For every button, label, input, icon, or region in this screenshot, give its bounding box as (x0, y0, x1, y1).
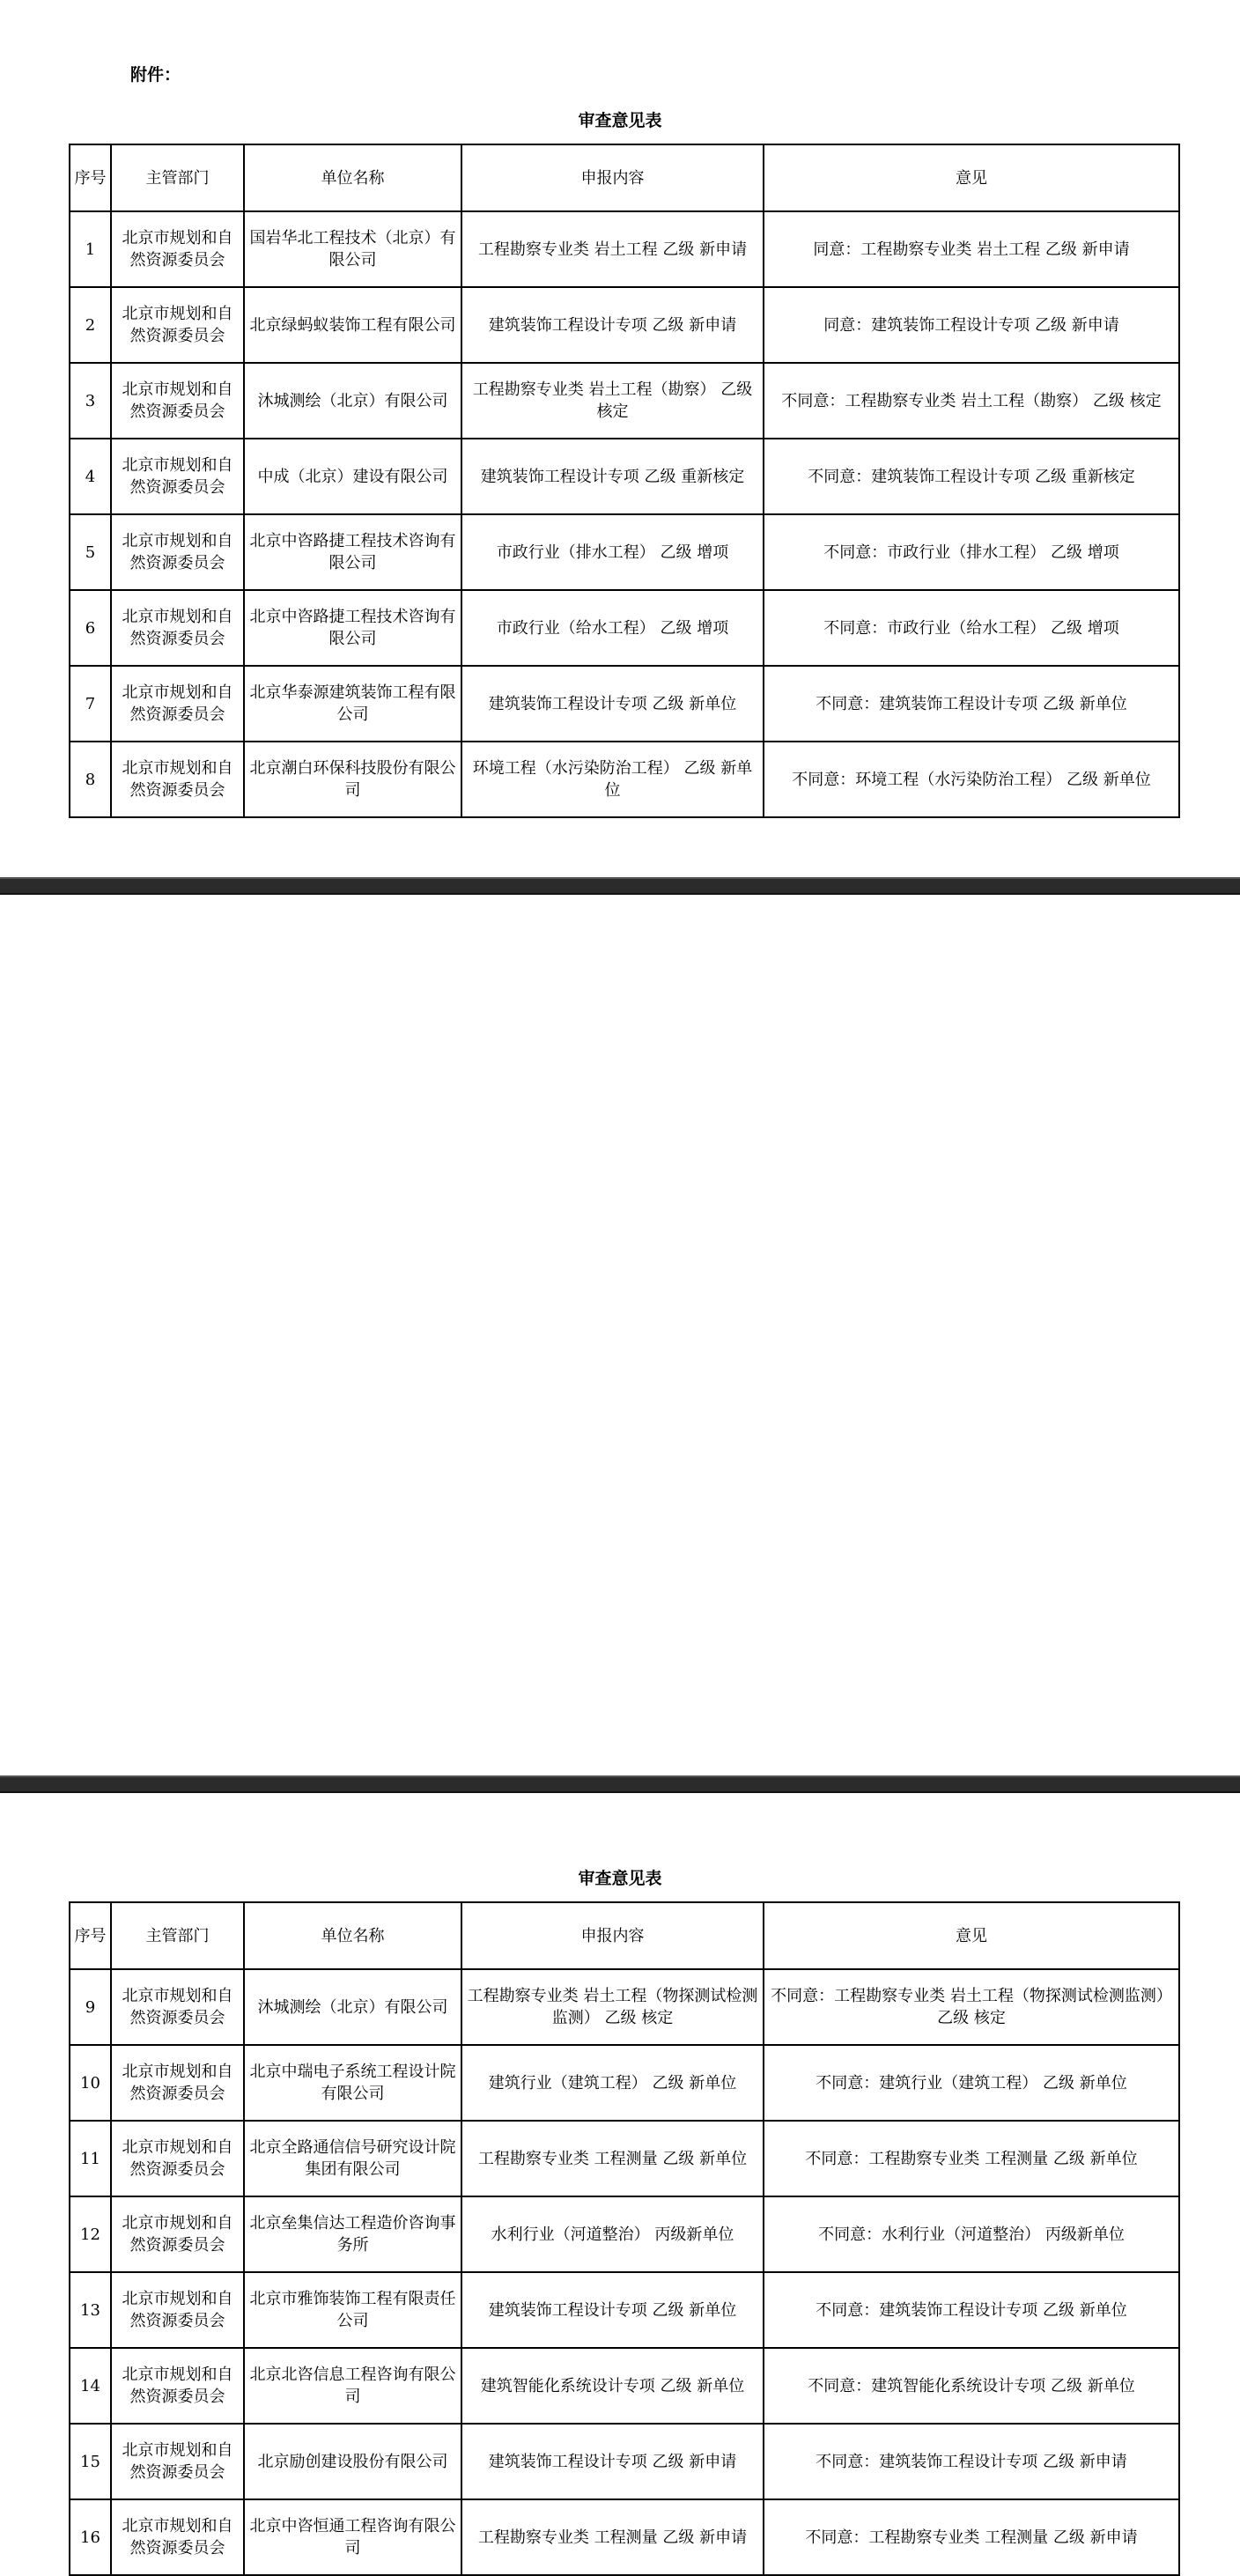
review-table-page-1 (69, 144, 1180, 818)
table-row (70, 2348, 1179, 2424)
header-unit: 单位名称 (244, 1902, 461, 1969)
cell-opinion: 不同意：工程勘察专业类 岩土工程（物探测试检测监测） 乙级 核定 (764, 1969, 1179, 2045)
cell-unit: 北京潮白环保科技股份有限公司 (244, 742, 461, 817)
table-row (70, 363, 1179, 439)
header-opinion: 意见 (764, 144, 1179, 211)
page-separator (0, 877, 1240, 895)
cell-content: 市政行业（给水工程） 乙级 增项 (461, 590, 764, 666)
cell-opinion: 不同意：工程勘察专业类 工程测量 乙级 新申请 (764, 2499, 1179, 2575)
cell-opinion: 不同意：建筑装饰工程设计专项 乙级 新申请 (764, 2424, 1179, 2499)
cell-opinion: 不同意：建筑装饰工程设计专项 乙级 新单位 (764, 666, 1179, 742)
cell-dept: 北京市规划和自然资源委员会 (111, 211, 244, 287)
cell-dept: 北京市规划和自然资源委员会 (111, 287, 244, 363)
cell-dept: 北京市规划和自然资源委员会 (111, 1969, 244, 2045)
cell-opinion: 不同意：建筑装饰工程设计专项 乙级 新单位 (764, 2272, 1179, 2348)
cell-content: 环境工程（水污染防治工程） 乙级 新单位 (461, 742, 764, 817)
cell-opinion: 不同意：水利行业（河道整治） 丙级新单位 (764, 2196, 1179, 2272)
cell-no: 8 (70, 742, 111, 817)
cell-no: 14 (70, 2348, 111, 2424)
cell-opinion: 不同意：建筑装饰工程设计专项 乙级 重新核定 (764, 439, 1179, 514)
cell-no: 9 (70, 1969, 111, 2045)
cell-unit: 北京中咨路捷工程技术咨询有限公司 (244, 514, 461, 590)
table-row (70, 2045, 1179, 2121)
cell-dept: 北京市规划和自然资源委员会 (111, 2045, 244, 2121)
header-content: 申报内容 (461, 1902, 764, 1969)
cell-content: 工程勘察专业类 岩土工程（勘察） 乙级 核定 (461, 363, 764, 439)
cell-unit: 中成（北京）建设有限公司 (244, 439, 461, 514)
cell-content: 建筑装饰工程设计专项 乙级 新申请 (461, 287, 764, 363)
cell-opinion: 同意：工程勘察专业类 岩土工程 乙级 新申请 (764, 211, 1179, 287)
header-no: 序号 (70, 144, 111, 211)
cell-no: 3 (70, 363, 111, 439)
cell-no: 1 (70, 211, 111, 287)
cell-unit: 北京垒集信达工程造价咨询事务所 (244, 2196, 461, 2272)
cell-dept: 北京市规划和自然资源委员会 (111, 439, 244, 514)
cell-content: 建筑装饰工程设计专项 乙级 新单位 (461, 666, 764, 742)
cell-unit: 沐城测绘（北京）有限公司 (244, 1969, 461, 2045)
table-row (70, 742, 1179, 817)
header-unit: 单位名称 (244, 144, 461, 211)
cell-content: 工程勘察专业类 工程测量 乙级 新单位 (461, 2121, 764, 2196)
table-row (70, 287, 1179, 363)
cell-no: 4 (70, 439, 111, 514)
cell-opinion: 不同意：工程勘察专业类 岩土工程（勘察） 乙级 核定 (764, 363, 1179, 439)
cell-unit: 北京市雅饰装饰工程有限责任公司 (244, 2272, 461, 2348)
table-header-row (70, 144, 1179, 211)
cell-opinion: 不同意：建筑行业（建筑工程） 乙级 新单位 (764, 2045, 1179, 2121)
cell-unit: 沐城测绘（北京）有限公司 (244, 363, 461, 439)
table-title: 审查意见表 (578, 1869, 662, 1888)
cell-dept: 北京市规划和自然资源委员会 (111, 2348, 244, 2424)
table-row (70, 439, 1179, 514)
header-opinion: 意见 (764, 1902, 1179, 1969)
table-row (70, 590, 1179, 666)
document-page-1 (0, 0, 1240, 877)
cell-content: 建筑行业（建筑工程） 乙级 新单位 (461, 2045, 764, 2121)
cell-opinion: 同意：建筑装饰工程设计专项 乙级 新申请 (764, 287, 1179, 363)
cell-unit: 北京中咨恒通工程咨询有限公司 (244, 2499, 461, 2575)
cell-dept: 北京市规划和自然资源委员会 (111, 590, 244, 666)
cell-content: 建筑装饰工程设计专项 乙级 重新核定 (461, 439, 764, 514)
cell-opinion: 不同意：工程勘察专业类 工程测量 乙级 新单位 (764, 2121, 1179, 2196)
cell-dept: 北京市规划和自然资源委员会 (111, 514, 244, 590)
table-row (70, 2272, 1179, 2348)
cell-opinion: 不同意：环境工程（水污染防治工程） 乙级 新单位 (764, 742, 1179, 817)
cell-unit: 北京北咨信息工程咨询有限公司 (244, 2348, 461, 2424)
table-body (70, 1969, 1179, 2575)
header-dept: 主管部门 (111, 1902, 244, 1969)
table-header-row (70, 1902, 1179, 1969)
table-row (70, 211, 1179, 287)
table-row (70, 2196, 1179, 2272)
cell-content: 工程勘察专业类 岩土工程（物探测试检测监测） 乙级 核定 (461, 1969, 764, 2045)
cell-content: 建筑装饰工程设计专项 乙级 新单位 (461, 2272, 764, 2348)
document-page-2 (0, 895, 1240, 2558)
cell-dept: 北京市规划和自然资源委员会 (111, 2196, 244, 2272)
cell-content: 工程勘察专业类 工程测量 乙级 新申请 (461, 2499, 764, 2575)
table-row (70, 2424, 1179, 2499)
page-separator (0, 1775, 1240, 1793)
cell-dept: 北京市规划和自然资源委员会 (111, 742, 244, 817)
cell-no: 11 (70, 2121, 111, 2196)
cell-no: 15 (70, 2424, 111, 2499)
cell-opinion: 不同意：市政行业（排水工程） 乙级 增项 (764, 514, 1179, 590)
cell-no: 12 (70, 2196, 111, 2272)
cell-no: 10 (70, 2045, 111, 2121)
cell-unit: 北京励创建设股份有限公司 (244, 2424, 461, 2499)
cell-content: 建筑智能化系统设计专项 乙级 新单位 (461, 2348, 764, 2424)
cell-no: 13 (70, 2272, 111, 2348)
header-dept: 主管部门 (111, 144, 244, 211)
cell-content: 水利行业（河道整治） 丙级新单位 (461, 2196, 764, 2272)
cell-no: 2 (70, 287, 111, 363)
cell-opinion: 不同意：市政行业（给水工程） 乙级 增项 (764, 590, 1179, 666)
cell-dept: 北京市规划和自然资源委员会 (111, 666, 244, 742)
attachment-label: 附件： (130, 65, 181, 85)
cell-unit: 北京中咨路捷工程技术咨询有限公司 (244, 590, 461, 666)
cell-unit: 北京全路通信信号研究设计院集团有限公司 (244, 2121, 461, 2196)
review-table-page-2 (69, 1901, 1180, 2576)
header-content: 申报内容 (461, 144, 764, 211)
table-row (70, 1969, 1179, 2045)
cell-dept: 北京市规划和自然资源委员会 (111, 2272, 244, 2348)
cell-no: 16 (70, 2499, 111, 2575)
cell-unit: 北京华泰源建筑装饰工程有限公司 (244, 666, 461, 742)
cell-no: 6 (70, 590, 111, 666)
cell-unit: 国岩华北工程技术（北京）有限公司 (244, 211, 461, 287)
cell-unit: 北京中瑞电子系统工程设计院有限公司 (244, 2045, 461, 2121)
table-body (70, 211, 1179, 817)
header-no: 序号 (70, 1902, 111, 1969)
cell-no: 5 (70, 514, 111, 590)
cell-content: 建筑装饰工程设计专项 乙级 新申请 (461, 2424, 764, 2499)
cell-content: 市政行业（排水工程） 乙级 增项 (461, 514, 764, 590)
table-row (70, 666, 1179, 742)
cell-dept: 北京市规划和自然资源委员会 (111, 2424, 244, 2499)
cell-unit: 北京绿蚂蚁装饰工程有限公司 (244, 287, 461, 363)
cell-dept: 北京市规划和自然资源委员会 (111, 363, 244, 439)
cell-opinion: 不同意：建筑智能化系统设计专项 乙级 新单位 (764, 2348, 1179, 2424)
table-row (70, 2499, 1179, 2575)
cell-dept: 北京市规划和自然资源委员会 (111, 2499, 244, 2575)
cell-no: 7 (70, 666, 111, 742)
table-row (70, 2121, 1179, 2196)
cell-content: 工程勘察专业类 岩土工程 乙级 新申请 (461, 211, 764, 287)
table-row (70, 514, 1179, 590)
cell-dept: 北京市规划和自然资源委员会 (111, 2121, 244, 2196)
table-title: 审查意见表 (578, 111, 662, 130)
